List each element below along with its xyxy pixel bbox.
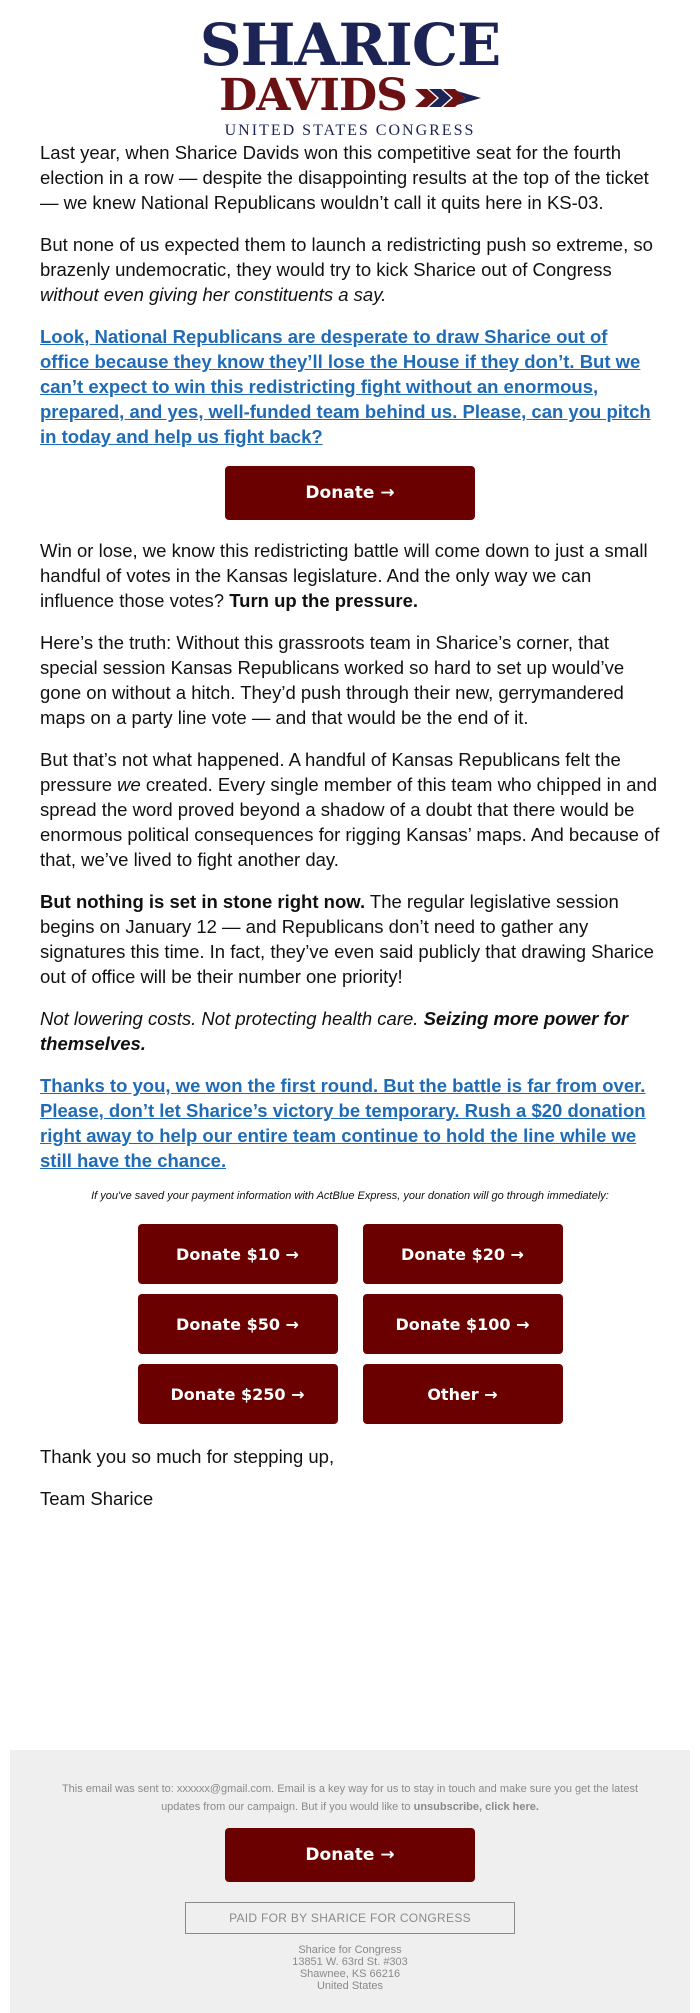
paragraph-intro: Last year, when Sharice Davids won this competitive seat for the fourth election in a row — despite the disappointing results at the top of the ticket — we knew National Republicans wouldn’t call it quits here in KS-03. — [40, 142, 649, 213]
paragraph-priorities: Not lowering costs. Not protecting health care. Seizing more power for themselves. — [40, 1008, 629, 1054]
donate-link-1[interactable]: Look, National Republicans are desperate to draw Sharice out of office because they know they’ll lose the House if they don’t. But we can’t expect to win this redistricting fight without an enormous, prepared, and yes, well-funded team behind us. Please, can you pitch in today and help us fight back? — [40, 326, 651, 447]
signature: Team Sharice — [40, 1488, 154, 1509]
paid-for-disclaimer: PAID FOR BY SHARICE FOR CONGRESS — [185, 1902, 515, 1934]
paragraph-truth: Here’s the truth: Without this grassroots team in Sharice’s corner, that special session Kansas Republicans worked so hard to set up would’ve gone on without a hitch. They’d push through their new, gerrymandered maps on a party line vote — and that would be the end of it. — [40, 632, 625, 728]
actblue-express-note: If you've saved your payment information with ActBlue Express, your donation will go through immediately: — [91, 1190, 609, 1202]
chevron-arrow-icon — [415, 87, 481, 109]
footer-notice: This email was sent to: xxxxxx@gmail.com. Email is a key way for us to stay in touch and make sure you get the latest updates from our campaign. But if you would like to unsubscribe, click here. — [61, 1783, 639, 1813]
paragraph-extreme: But none of us expected them to launch a redistricting push so extreme, so brazenly undemocratic, they would try to kick Sharice out of Congress without even giving her constituents a say. — [40, 234, 653, 305]
email-footer — [10, 1750, 690, 2013]
paragraph-stone: But nothing is set in stone right now. The regular legislative session begins on January 12 — and Republicans don’t need to gather any signatures this time. In fact, they’ve even said publicly that drawing Sharice out of office will be their number one priority! — [40, 891, 654, 987]
paragraph-pressure: Win or lose, we know this redistricting battle will come down to just a small handful of votes in the Kansas legislature. And the only way we can influence those votes? Turn up the pressure. — [40, 540, 648, 611]
donate-250-button[interactable]: Donate $250 → — [138, 1364, 338, 1424]
donate-link-2[interactable]: Thanks to you, we won the first round. But the battle is far from over. Please, don’t let Sharice’s victory be temporary. Rush a $20 donation right away to help our entire team continue to hold the line while we still have the chance. — [40, 1075, 646, 1171]
logo-sharice: SHARICE — [199, 11, 501, 79]
logo-middle-row — [0, 70, 700, 121]
donate-20-button[interactable]: Donate $20 → — [363, 1224, 563, 1284]
logo-davids: DAVIDS — [219, 70, 407, 121]
donate-100-button[interactable]: Donate $100 → — [363, 1294, 563, 1354]
donate-other-button[interactable]: Other → — [363, 1364, 563, 1424]
footer-address: Sharice for Congress 13851 W. 63rd St. #303 Shawnee, KS 66216 United States — [292, 1944, 408, 1992]
email-body — [40, 140, 660, 1528]
campaign-logo — [0, 11, 700, 140]
donation-amount-grid — [138, 1224, 563, 1424]
donate-50-button[interactable]: Donate $50 → — [138, 1294, 338, 1354]
donate-button[interactable]: Donate → — [225, 466, 475, 520]
donate-10-button[interactable]: Donate $10 → — [138, 1224, 338, 1284]
paragraph-not-happened: But that’s not what happened. A handful of Kansas Republicans felt the pressure we created. Every single member of this team who chipped in and spread the word proved beyond a shadow of a doubt that there would be enormous political consequences for rigging Kansas’ maps. And because of that, we’ve lived to fight another day. — [40, 749, 660, 870]
logo-subtitle: UNITED STATES CONGRESS — [224, 122, 476, 139]
thank-you-line: Thank you so much for stepping up, — [40, 1446, 335, 1467]
unsubscribe-link[interactable]: unsubscribe, click here. — [413, 1801, 539, 1813]
footer-donate-button[interactable]: Donate → — [225, 1828, 475, 1882]
